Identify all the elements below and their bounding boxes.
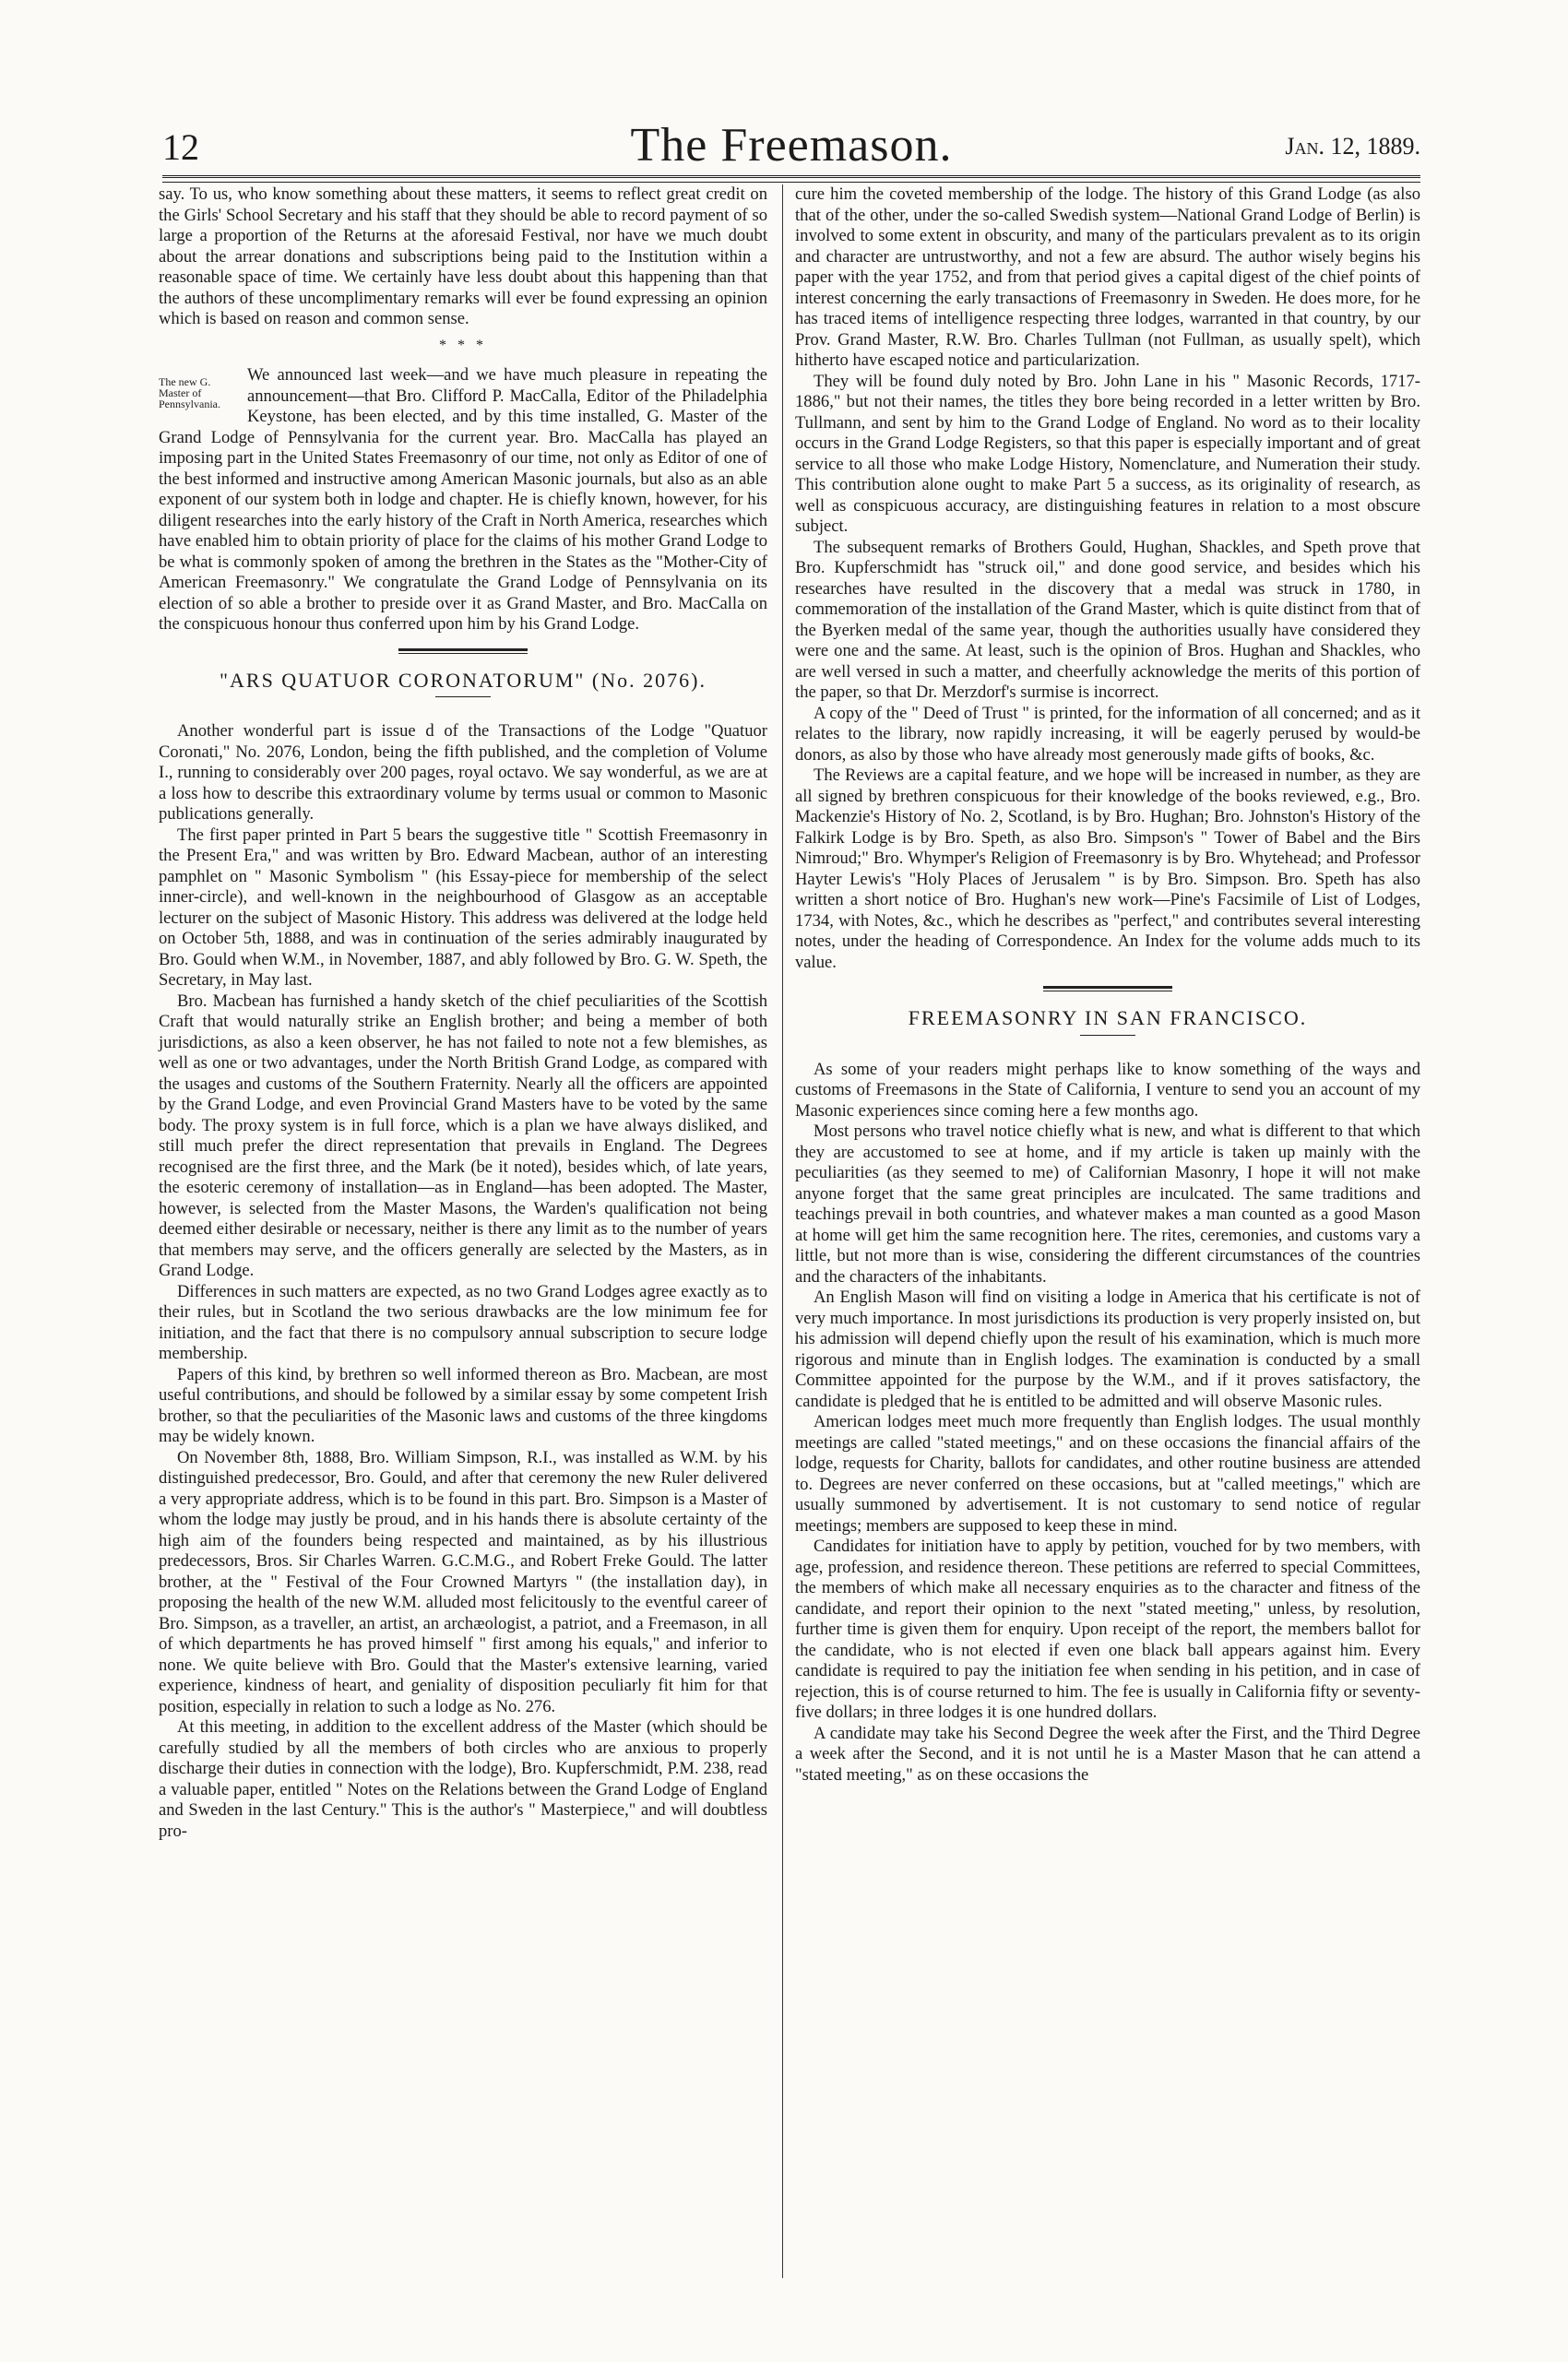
- paragraph: A copy of the " Deed of Trust " is printed, for the information of all concerned; and as it relates to the library, now rapidly increasing, it will be eagerly perused by would-be donors, as also by those who have already most generously made gifts of books, &c.: [795, 703, 1420, 765]
- section-rule: [1043, 986, 1172, 991]
- paragraph: A candidate may take his Second Degree the week after the First, and the Third Degree a week after the Second, and it is not until he is a Master Mason that he can attend a "stated meeting," as on these occasions the: [795, 1723, 1420, 1785]
- paragraph: An English Mason will find on visiting a lodge in America that his certificate is not of very much importance. In most jurisdictions its production is very properly insisted on, but his admission will depend chiefly upon the result of his examination, which is much more rigorous and minute than in English lodges. The examination is conducted by a small Committee appointed for the purpose by the W.M., and if it proves satisfactory, the candidate is pledged that he is entitled to be admitted and will observe Masonic rules.: [795, 1288, 1420, 1411]
- paragraph: The first paper printed in Part 5 bears the suggestive title " Scottish Freemasonry in the Present Era," and was written by Bro. Edward Macbean, author of an interesting pamphlet on " Masonic Symbolism " (his Essay-piece for membership of the select inner-circle), and well-known in the neighbourhood of Glasgow as an acceptable lecturer on the subject of Masonic History. This address was delivered at the lodge held on October 5th, 1888, and was in continuation of the series admirably inaugurated by Bro. Gould when W.M., in November, 1887, and ably followed by Bro. G. W. Speth, the Secretary, in May last.: [159, 825, 767, 990]
- section-rule: [398, 648, 528, 654]
- paragraph: Papers of this kind, by brethren so well informed thereon as Bro. Macbean, are most useful contributions, and should be followed by a similar essay by some competent Irish brother, so that the peculiarities of the Masonic laws and customs of the three kingdoms may be widely known.: [159, 1364, 767, 1446]
- paragraph: The subsequent remarks of Brothers Gould, Hughan, Shackles, and Speth prove that Bro. Kupferschmidt has "struck oil," and done good service, and besides which his researches have resulted in the discovery that a medal was struck in 1780, in commemoration of the installation of the Grand Master, which is quite distinct from that of the Byerken medal of the same year, though the authorities usually have considered they were one and the same. At least, such is the opinion of Bros. Hughan and Shackles, who are well versed in such a matter, and cheerfully acknowledge the merits of this portion of the paper, so that Dr. Merzdorf's surmise is incorrect.: [795, 537, 1420, 702]
- article-heading: FREEMASONRY IN SAN FRANCISCO.: [908, 1006, 1308, 1029]
- newspaper-title: The Freemason.: [630, 119, 953, 172]
- marginal-note: The new G. Master of Pennsylvania.: [159, 375, 220, 410]
- section-stars: * * *: [439, 337, 487, 353]
- heading-rule: [435, 696, 491, 697]
- heading-rule: [1080, 1035, 1135, 1036]
- paragraph: As some of your readers might perhaps like to know something of the ways and customs of Freemasons in the State of California, I venture to send you an account of my Masonic experiences since coming here a few months ago.: [795, 1059, 1420, 1121]
- maccalla-article: [159, 365, 767, 635]
- paragraph: Differences in such matters are expected, as no two Grand Lodges agree exactly as to their rules, but in Scotland the two serious drawbacks are the low minimum fee for initiation, and the fact that there is no compulsory annual subscription to secure lodge membership.: [159, 1281, 767, 1363]
- paragraph: American lodges meet much more frequently than English lodges. The usual monthly meetings are called "stated meetings," and on these occasions the financial affairs of the lodge, requests for Charity, ballots for candidates, and other routine business are attended to. Degrees are never conferred on these occasions, but at "called meetings," which are usually summoned by advertisement. It is not customary to send notice of regular meetings; members are supposed to keep these in mind.: [795, 1412, 1420, 1536]
- masthead-rule: [162, 175, 1420, 183]
- paragraph: They will be found duly noted by Bro. John Lane in his " Masonic Records, 1717-1886," but not their names, the titles they bore being recorded in a letter written by Bro. Tullmann, and sent by him to the Grand Lodge of England. No word as to their locality occurs in the Grand Lodge Registers, so that this paper is especially important and of great service to all those who make Lodge History, Nomenclature, and Numeration their study. This contribution alone ought to make Part 5 a success, as its originality of research, as well as conspicuous accuracy, are distinguishing features in relation to a most obscure subject.: [795, 371, 1420, 536]
- paragraph: We announced last week—and we have much pleasure in repeating the announcement—that Bro. Clifford P. MacCalla, Editor of the Philadelphia Keystone, has been elected, and by this time installed, G. Master of the Grand Lodge of Pennsylvania for the current year. Bro. MacCalla has played an imposing part in the United States Freemasonry of our time, not only as Editor of one of the best informed and instructive among American Masonic journals, but also as an able exponent of our system both in lodge and chapter. He is chiefly known, however, for his diligent researches into the early history of the Craft in North America, researches which have enabled him to obtain priority of place for the claims of his mother Grand Lodge to be what is commonly spoken of among the brethren in the States as the "Mother-City of American Freemasonry." We congratulate the Grand Lodge of Pennsylvania on its election of so able a brother to preside over it as Grand Master, and Bro. MacCalla on the conspicuous honour thus conferred upon him by his Grand Lodge.: [159, 365, 767, 634]
- paragraph: Another wonderful part is issue d of the Transactions of the Lodge "Quatuor Coronati," No. 2076, London, being the fifth published, and the completion of Volume I., running to considerably over 200 pages, royal octavo. We say wonderful, as we are at a loss how to describe this extraordinary volume by terms usual or common to Masonic publications generally.: [159, 721, 767, 824]
- masthead: [162, 118, 1420, 172]
- paragraph: Bro. Macbean has furnished a handy sketch of the chief peculiarities of the Scottish Craft that would naturally strike an English brother; and being a member of both jurisdictions, as also a keen observer, he has not failed to note not a few blemishes, as well as one or two advantages, under the North British Grand Lodge, as compared with the usages and customs of the Southern Fraternity. Nearly all the officers are appointed by the Grand Lodge, and even Provincial Grand Masters have to be voted by the same body. The proxy system is in full force, which is a plan we have always disliked, and still much prefer the direct representation that prevails in England. The Degrees recognised are the first three, and the Mark (be it noted), besides which, of late years, the esoteric ceremony of installation—as in England—has been adopted. The Master, however, is selected from the Master Masons, the Warden's qualification not being deemed either desirable or necessary, neither is there any limit as to the number of years that members may serve, and the officers generally are selected by the Masters, as in Grand Lodge.: [159, 991, 767, 1280]
- column-divider: [782, 184, 783, 2278]
- paragraph: The Reviews are a capital feature, and we hope will be increased in number, as they are all signed by brethren conspicuous for their knowledge of the books reviewed, e.g., Bro. Mackenzie's History of No. 2, Scotland, is by Bro. Hughan; Bro. Johnston's History of the Falkirk Lodge is by Bro. Speth, as also Bro. Simpson's " Tower of Babel and the Birs Nimroud;" Bro. Whymper's Religion of Freemasonry is by Bro. Whytehead; and Professor Hayter Lewis's "Holy Places of Jerusalem " is by Bro. Simpson. Bro. Speth has also written a short notice of Bro. Hughan's new work—Pine's Facsimile of List of Lodges, 1734, with Notes, &c., which he describes as "perfect," and contributes several interesting notes, under the heading of Correspondence. An Index for the volume adds much to its value.: [795, 766, 1420, 972]
- paragraph: say. To us, who know something about these matters, it seems to reflect great credit on the Girls' School Secretary and his staff that they should be able to record payment of so large a proportion of the Returns at the aforesaid Festival, nor have we much doubt about the arrear donations and subscriptions being paid to the Institution within a reasonable space of time. We certainly have less doubt about this happening than that the authors of these uncomplimentary remarks will ever be found expressing an opinion which is based on reason and common sense.: [159, 184, 767, 328]
- paragraph: At this meeting, in addition to the excellent address of the Master (which should be carefully studied by all the members of both circles who are anxious to properly discharge their duties in connection with the lodge), Bro. Kupferschmidt, P.M. 238, read a valuable paper, entitled " Notes on the Relations between the Grand Lodge of England and Sweden in the last Century." This is the author's " Masterpiece," and will doubtless pro-: [159, 1717, 767, 1841]
- paragraph: On November 8th, 1888, Bro. William Simpson, R.I., was installed as W.M. by his distinguished predecessor, Bro. Gould, and after that ceremony the new Ruler delivered a very appropriate address, which is to be found in this part. Bro. Simpson is a Master of whom the lodge may justly be proud, and in his hands there is absolute certainty of the high aim of the founders being respected and maintained, as by his illustrious predecessors, Bros. Sir Charles Warren. G.C.M.G., and Robert Freke Gould. The latter brother, at the " Festival of the Four Crowned Martyrs " (the installation day), in proposing the health of the new W.M. alluded most felicitously to the eventful career of Bro. Simpson, as a traveller, an artist, an archæologist, a patriot, and a Freemason, in all of which departments he has proved himself " first among his equals," and inferior to none. We quite believe with Bro. Gould that the Master's extensive learning, varied experience, kindness of heart, and geniality of disposition peculiarly fit him for that position, especially in relation to such a lodge as No. 276.: [159, 1447, 767, 1716]
- paragraph: Candidates for initiation have to apply by petition, vouched for by two members, with age, profession, and residence thereon. These petitions are referred to special Committees, the members of which make all necessary enquiries as to the character and fitness of the candidate, and report their opinion to the next "stated meeting," unless, by resolution, further time is given them for enquiry. Upon receipt of the report, the members ballot for the candidate, who is not elected if even one black ball appears against him. Every candidate is required to pay the initiation fee when sending in his petition, and in case of rejection, this is of course returned to him. The fee is usually in California fifty or seventy-five dollars; in three lodges it is one hundred dollars.: [795, 1537, 1420, 1722]
- right-column: [795, 184, 1420, 1786]
- left-column: [159, 184, 767, 1842]
- paragraph: cure him the coveted membership of the lodge. The history of this Grand Lodge (as also that of the other, under the so-called Swedish system—National Grand Lodge of Berlin) is involved to some extent in obscurity, and many of the particulars prevalent as to its origin and character are untrustworthy, and not a few are absurd. The author wisely begins his paper with the year 1752, and from that period gives a capital digest of the chief points of interest concerning the early transactions of Freemasonry in Sweden. He does more, for he has traced items of intelligence respecting three lodges, warranted in that country, by our Prov. Grand Master, R.W. Bro. Charles Tullman (not Fullman, as usually spelt), which hitherto have escaped notice and particularization.: [795, 184, 1420, 370]
- issue-date: Jan. 12, 1889.: [1285, 133, 1420, 160]
- paragraph: Most persons who travel notice chiefly what is new, and what is different to that which they are accustomed to see at home, and if my article is taken up mainly with the peculiarities (as they seemed to me) of Californian Masonry, I hope it will not make anyone forget that the same great principles are inculcated. The same traditions and teachings prevail in both countries, and whatever makes a man counted as a good Mason at home will get him the same recognition here. The rites, ceremonies, and customs vary a little, but not more than is wise, considering the different circumstances of the countries and the characters of the inhabitants.: [795, 1122, 1420, 1287]
- article-heading: "ARS QUATUOR CORONATORUM" (No. 2076).: [220, 668, 707, 692]
- page-number: 12: [162, 126, 199, 168]
